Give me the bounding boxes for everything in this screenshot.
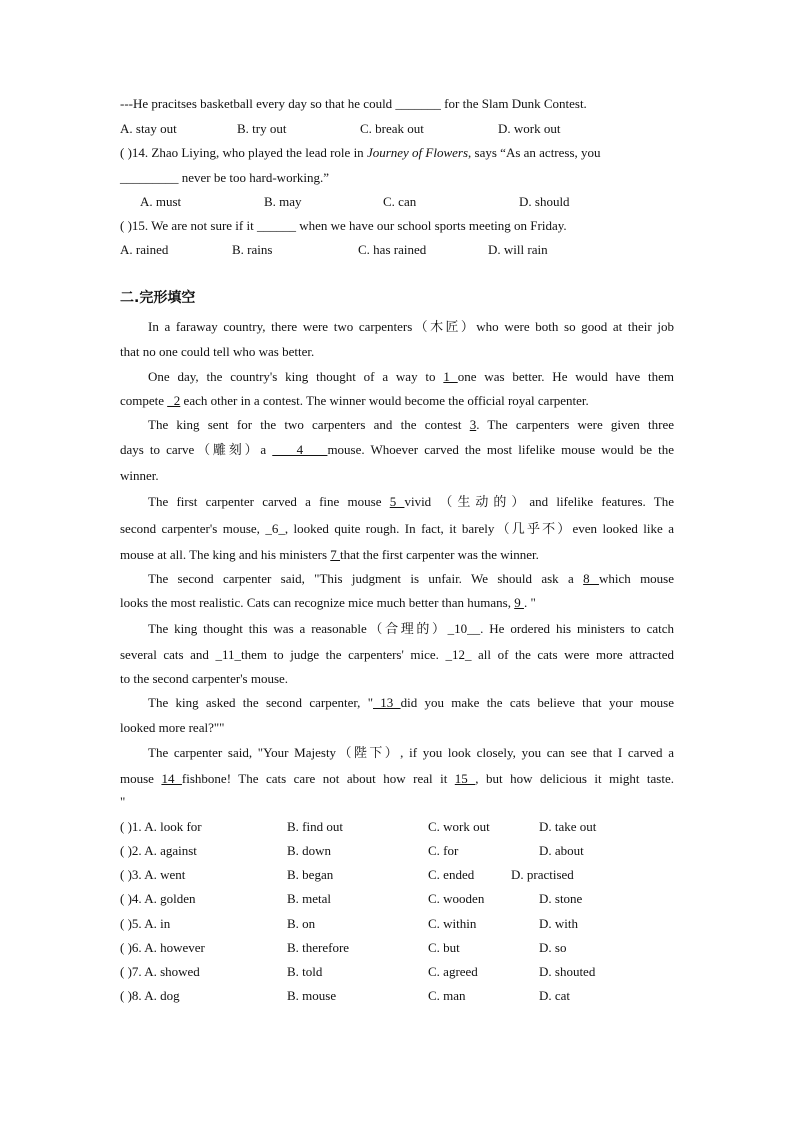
- q15-option-a: A. rained: [120, 242, 169, 257]
- q14-option-b: B. may: [264, 194, 302, 209]
- option-2-d: D. about: [539, 843, 584, 858]
- q13-option-d: D. work out: [498, 121, 561, 136]
- q13-option-a: A. stay out: [120, 121, 177, 136]
- blank-1: 1: [443, 369, 458, 384]
- option-4-d: D. stone: [539, 891, 583, 906]
- passage-p4-line3: mouse at all. The king and his ministers 7 that the first carpenter was the winner.: [120, 547, 539, 562]
- option-2-b: B. down: [287, 843, 332, 858]
- option-1-d: D. take out: [539, 819, 597, 834]
- q15-option-c: C. has rained: [358, 242, 427, 257]
- passage-p6-line2: several cats and _11_them to judge the carpenters' mice. _12_ all of the cats were more attracted: [120, 647, 674, 662]
- passage-p8-line1: The carpenter said, "Your Majesty（陛下）, if you look closely, you can see that I carved a: [148, 745, 674, 760]
- blank-14: 14: [161, 771, 182, 786]
- passage-p4-line2: second carpenter's mouse, _6_, looked quite rough. In fact, it barely（几乎不）even looked like a: [120, 521, 674, 536]
- option-8-c: C. man: [428, 988, 466, 1003]
- blank-13: 13: [373, 695, 401, 710]
- passage-p6-line3: to the second carpenter's mouse.: [120, 671, 289, 686]
- passage-p3-line1: The king sent for the two carpenters and the contest 3. The carpenters were given three: [148, 417, 674, 432]
- option-2-c: C. for: [428, 843, 459, 858]
- q13-stem: ---He pracitses basketball every day so that he could _______ for the Slam Dunk Contest.: [120, 96, 587, 111]
- passage-p7-line1: The king asked the second carpenter, " 13 did you make the cats believe that your mouse: [148, 695, 675, 710]
- blank-8: 8: [583, 571, 599, 586]
- option-1-a: ( )1. A. look for: [120, 819, 202, 834]
- option-6-a: ( )6. A. however: [120, 940, 205, 955]
- passage-p3-line2: days to carve（雕刻）a 4 mouse. Whoever carved the most lifelike mouse would be the: [120, 442, 674, 457]
- blank-5: 5: [389, 494, 405, 509]
- blank-3: 3: [469, 417, 477, 432]
- q14-stem-line1: ( )14. Zhao Liying, who played the lead role in Journey of Flowers, says “As an actress, you: [120, 145, 601, 160]
- passage-p1-line1: In a faraway country, there were two carpenters（木匠）who were both so good at their job: [148, 319, 674, 334]
- option-4-b: B. metal: [287, 891, 332, 906]
- blank-9: 9: [514, 595, 524, 610]
- q14-option-d: D. should: [519, 194, 570, 209]
- q13-option-b: B. try out: [237, 121, 287, 136]
- option-8-b: B. mouse: [287, 988, 337, 1003]
- passage-p5-line2: looks the most realistic. Cats can recognize mice much better than humans, 9 . ": [120, 595, 536, 610]
- option-7-d: D. shouted: [539, 964, 596, 979]
- passage-p8-line3: ": [120, 794, 126, 809]
- passage-p2-line2: compete _2 each other in a contest. The winner would become the official royal carpenter.: [120, 393, 589, 408]
- option-3-a: ( )3. A. went: [120, 867, 186, 882]
- option-7-c: C. agreed: [428, 964, 478, 979]
- option-5-c: C. within: [428, 916, 477, 931]
- option-1-c: C. work out: [428, 819, 490, 834]
- option-3-c: C. ended: [428, 867, 475, 882]
- option-1-b: B. find out: [287, 819, 343, 834]
- passage-p7-line2: looked more real?"": [120, 720, 225, 735]
- option-5-a: ( )5. A. in: [120, 916, 171, 931]
- passage-p4-line1: The first carpenter carved a fine mouse 5 vivid （生动的）and lifelike features. The: [148, 494, 674, 509]
- q15-option-d: D. will rain: [488, 242, 548, 257]
- option-8-d: D. cat: [539, 988, 571, 1003]
- q13-option-c: C. break out: [360, 121, 424, 136]
- passage-p3-line3: winner.: [120, 468, 159, 483]
- option-6-b: B. therefore: [287, 940, 350, 955]
- blank-2: _2: [167, 393, 181, 408]
- option-8-a: ( )8. A. dog: [120, 988, 180, 1003]
- section-title: 二.完形填空: [120, 290, 196, 306]
- blank-4: 4: [272, 442, 328, 457]
- option-7-a: ( )7. A. showed: [120, 964, 200, 979]
- passage-p5-line1: The second carpenter said, "This judgment is unfair. We should ask a 8 which mouse: [148, 571, 675, 586]
- q14-option-a: A. must: [140, 194, 182, 209]
- q15-option-b: B. rains: [232, 242, 273, 257]
- option-7-b: B. told: [287, 964, 323, 979]
- option-3-b: B. began: [287, 867, 334, 882]
- q14-stem-line2: _________ never be too hard-working.”: [120, 170, 330, 185]
- option-5-d: D. with: [539, 916, 578, 931]
- option-4-c: C. wooden: [428, 891, 485, 906]
- passage-p6-line1: The king thought this was a reasonable（合理的）_10__. He ordered his ministers to catch: [148, 621, 674, 636]
- blank-15: 15: [454, 771, 476, 786]
- option-6-c: C. but: [428, 940, 460, 955]
- option-2-a: ( )2. A. against: [120, 843, 197, 858]
- q15-stem: ( )15. We are not sure if it ______ when we have our school sports meeting on Friday.: [120, 218, 567, 233]
- passage-p1-line2: that no one could tell who was better.: [120, 344, 315, 359]
- option-4-a: ( )4. A. golden: [120, 891, 196, 906]
- option-5-b: B. on: [287, 916, 316, 931]
- option-3-d: D. practised: [511, 867, 574, 882]
- q14-option-c: C. can: [383, 194, 417, 209]
- blank-7: 7: [330, 547, 341, 562]
- option-6-d: D. so: [539, 940, 567, 955]
- passage-p2-line1: One day, the country's king thought of a way to 1 one was better. He would have them: [148, 369, 674, 384]
- passage-p8-line2: mouse 14 fishbone! The cats care not about how real it 15 , but how delicious it might taste.: [120, 771, 674, 786]
